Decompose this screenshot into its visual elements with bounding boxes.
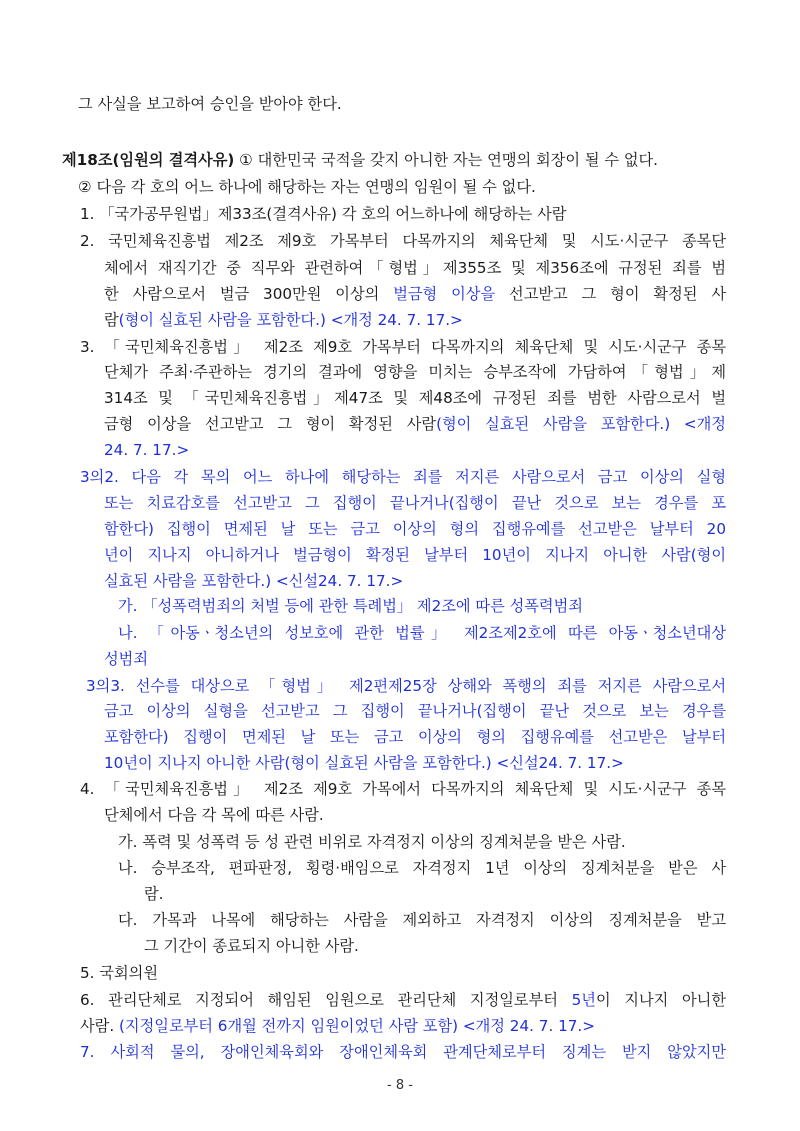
text-line: 포함한다) 집행이 면제된 날 또는 금고 이상의 형의 집행유예를 선고받은 날부터: [104, 728, 726, 746]
text-line: 실효된 사람을 포함한다.) <신설24. 7. 17.>: [104, 572, 404, 590]
article-title: 제18조(임원의 결격사유): [62, 151, 235, 169]
text-line: 3의3. 선수를 대상으로 「형법」 제2편제25장 상해와 폭행의 죄를 저지른 사람으로서: [86, 677, 726, 695]
text-line: [80, 990, 726, 1010]
text-segment-amended: (형이 실효된 사람을 포함한다.) <개정 24. 7. 17.>: [118, 311, 463, 329]
text-line: 단체에서 다음 각 목에 따른 사람.: [104, 806, 324, 824]
text-line: 가. 폭력 및 성폭력 등 성 관련 비위로 자격정지 이상의 징계처분을 받은 사람.: [118, 833, 626, 851]
text-line: 또는 치료감호를 선고받고 그 집행이 끝나거나(집행이 끝난 것으로 보는 경우를 포: [104, 494, 726, 512]
text-segment-amended: 벌금형 이상을: [393, 285, 496, 303]
text-line: 나. 「아동ㆍ청소년의 성보호에 관한 법률」 제2조제2호에 따른 아동ㆍ청소년대상: [118, 624, 726, 642]
text-segment: 이 지나지 아니한: [595, 991, 727, 1009]
text-line: 24. 7. 17.>: [104, 441, 190, 459]
text-segment: 사람.: [80, 1017, 119, 1035]
text-line: 5. 국회의원: [80, 964, 159, 982]
text-line: 3. 「국민체육진흥법」 제2조 제9호 가목부터 다목까지의 체육단체 및 시도·시군구 종목: [80, 338, 726, 356]
text-line: 그 기간이 종료되지 아니한 사람.: [144, 937, 359, 955]
text-line: 3의2. 다음 각 목의 어느 하나에 해당하는 죄를 저지른 사람으로서 금고 이상의 실형: [80, 468, 726, 486]
text-line: [104, 310, 463, 330]
text-line: 성범죄: [104, 650, 149, 668]
text-segment: ① 대한민국 국적을 갖지 아니한 자는 연맹의 회장이 될 수 없다.: [234, 151, 659, 169]
text-segment: 금형 이상을 선고받고 그 형이 확정된 사람: [104, 415, 437, 433]
text-line: ② 다음 각 호의 어느 하나에 해당하는 자는 연맹의 임원이 될 수 없다.: [78, 178, 536, 196]
text-line: 7. 사회적 물의, 장애인체육회와 장애인체육회 관계단체로부터 징계는 받지 않았지만: [80, 1043, 726, 1061]
text-line: 314조 및 「국민체육진흥법」제47조 및 제48조에 규정된 죄를 범한 사람으로서 벌: [104, 389, 726, 407]
text-line: 2. 국민체육진흥법 제2조 제9호 가목부터 다목까지의 체육단체 및 시도·시군구 종목단: [80, 232, 726, 250]
text-segment-amended: (지정일로부터 6개월 전까지 임원이었던 사람 포함) <개정 24. 7. 17.>: [119, 1017, 595, 1035]
text-line: [104, 414, 726, 434]
text-line: 그 사실을 보고하여 승인을 받아야 한다.: [78, 95, 342, 113]
text-line: [104, 284, 726, 304]
article-18-line: [62, 150, 658, 170]
text-line: 10년이 지나지 아니한 사람(형이 실효된 사람을 포함한다.) <신설24. 7. 17.>: [104, 754, 624, 772]
text-line: 금고 이상의 실형을 선고받고 그 집행이 끝나거나(집행이 끝난 것으로 보는 경우를: [104, 702, 726, 720]
text-segment: 람: [104, 311, 119, 329]
text-line: 1. 「국가공무원법」제33조(결격사유) 각 호의 어느하나에 해당하는 사람: [80, 205, 567, 223]
page-number: - 8 -: [387, 1078, 413, 1093]
text-segment-amended: 5년: [571, 991, 596, 1009]
text-line: 년이 지나지 아니하거나 벌금형이 확정된 날부터 10년이 지나지 아니한 사람(형이: [104, 546, 726, 564]
text-line: 4. 「국민체육진흥법」 제2조 제9호 가목에서 다목까지의 체육단체 및 시도·시군구 종목: [80, 780, 726, 798]
text-segment-amended: (형이 실효된 사람을 포함한다.) <개정: [436, 415, 726, 433]
text-line: 나. 승부조작, 편파판정, 횡령·배임으로 자격정지 1년 이상의 징계처분을 받은 사: [118, 859, 726, 877]
text-line: [80, 1016, 595, 1036]
text-line: 람.: [144, 885, 164, 903]
text-line: 함한다) 집행이 면제된 날 또는 금고 이상의 형의 집행유예를 선고받은 날부터 20: [104, 520, 726, 538]
text-line: 체에서 재직기간 중 직무와 관련하여「형법」제355조 및 제356조에 규정된 죄를 범: [104, 259, 726, 277]
text-line: 단체가 주최·주관하는 경기의 결과에 영향을 미치는 승부조작에 가담하여「형법」제: [104, 363, 726, 381]
text-segment: 선고받고 그 형이 확정된 사: [495, 285, 727, 303]
text-segment: 6. 관리단체로 지정되어 해임된 임원으로 관리단체 지정일로부터: [80, 991, 572, 1009]
text-segment: 한 사람으로서 벌금 300만원 이상의: [104, 285, 394, 303]
text-line: 다. 가목과 나목에 해당하는 사람을 제외하고 자격정지 이상의 징계처분을 받고: [118, 911, 726, 929]
text-line: 가. 「성폭력범죄의 처벌 등에 관한 특례법」 제2조에 따른 성폭력범죄: [118, 597, 583, 615]
